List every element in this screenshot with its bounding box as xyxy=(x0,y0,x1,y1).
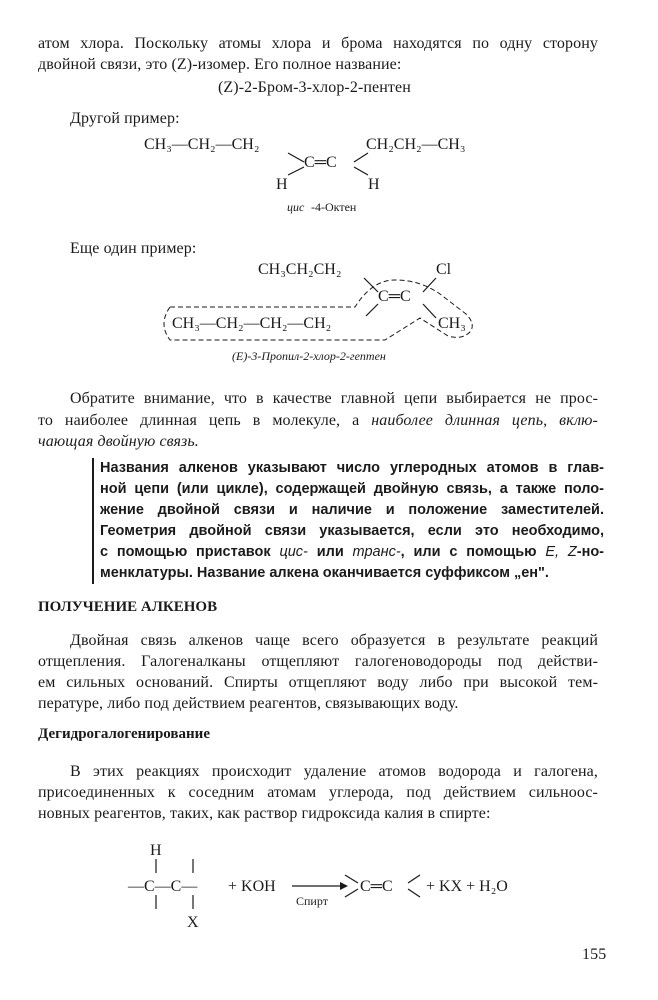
dehydrohalogenation-reaction xyxy=(0,835,658,935)
summary-ez: E, Z xyxy=(545,544,577,560)
bond-line xyxy=(345,875,358,883)
example3-intro: Еще один пример: xyxy=(70,240,197,257)
bond-line xyxy=(288,153,304,162)
arrow-head-icon xyxy=(340,882,348,890)
summary-box xyxy=(92,458,604,584)
section-line: ем сильных оснований. Спирты отщепляют воду либо при высокой тем- xyxy=(38,674,598,691)
octene-h-left: H xyxy=(276,176,288,193)
summary-text: с помощью приставок xyxy=(100,544,271,560)
heptene-main-chain: CH₃—CH₂—CH₂—CH₂ xyxy=(172,315,332,332)
bond-line xyxy=(354,167,368,175)
summary-line: Названия алкенов указывают число углеродных атомов в глав- xyxy=(100,460,604,476)
subsection-line: В этих реакциях происходит удаление атомов водорода и галогена, xyxy=(70,763,598,780)
propyl-chloroheptene-structure xyxy=(0,252,658,367)
summary-text: или xyxy=(316,544,344,560)
summary-line: менклатуры. Название алкена оканчивается суффиксом „ен". xyxy=(100,565,549,581)
subsection-line: присоединенных к соседним атомам углерода, под действием сильноос- xyxy=(38,784,598,801)
octene-h-right: H xyxy=(368,176,380,193)
heptene-ch3: CH₃ xyxy=(438,315,466,332)
bond-line xyxy=(345,889,358,897)
compound-name: (Z)-2-Бром-3-хлор-2-пентен xyxy=(218,79,411,96)
bond-line xyxy=(408,889,420,897)
para1-line1: атом хлора. Поскольку атомы хлора и брома находятся по одну сторону xyxy=(38,35,598,52)
reaction-byproducts: + KX + H₂O xyxy=(426,878,508,895)
reaction-h: H xyxy=(150,842,162,859)
section-heading: ПОЛУЧЕНИЕ АЛКЕНОВ xyxy=(38,599,218,615)
para1-line2: двойной связи, это (Z)-изомер. Его полное название: xyxy=(38,56,402,73)
page-number: 155 xyxy=(582,946,607,963)
section-line: отщепления. Галогеналканы отщепляют галогеноводороды под действи- xyxy=(38,653,598,670)
octene-caption-name: -4-Октен xyxy=(311,200,357,214)
summary-line: жение двойной связи и наличие и положение заместителей. xyxy=(100,502,604,518)
para2-line2-italic: наиболее длинная цепь, вклю- xyxy=(371,412,598,429)
octene-left-chain: CH₃—CH₂—CH₂ xyxy=(144,136,260,153)
heptene-caption: (E)-3-Пропил-2-хлор-2-гептен xyxy=(232,349,386,363)
heptene-double-bond: C═C xyxy=(378,288,411,305)
heptene-propyl: CH₃CH₂CH₂ xyxy=(258,261,342,278)
bond-line xyxy=(366,304,378,316)
summary-line: ной цепи (или цикле), содержащей двойную связь, а также поло- xyxy=(100,481,604,497)
summary-text: , или с помощью xyxy=(400,544,537,560)
summary-text: -но- xyxy=(576,544,605,560)
para2-line3: чающая двойную связь. xyxy=(38,433,199,450)
summary-line: Геометрия двойной связи указывается, если это необходимо, xyxy=(100,523,604,539)
para2-line2 xyxy=(38,410,598,431)
summary-line xyxy=(100,542,604,563)
bond-line xyxy=(354,153,368,162)
para2-line1: Обратите внимание, что в качестве главной цепи выбирается не прос- xyxy=(70,390,598,407)
summary-trans: транс- xyxy=(352,544,401,560)
octene-double-bond: C═C xyxy=(304,154,337,171)
reaction-arrow-label: Спирт xyxy=(296,894,328,908)
subsection-line: новных реагентов, таких, как раствор гидроксида калия в спирте: xyxy=(38,805,491,822)
summary-cis: цис- xyxy=(279,544,308,560)
para2-line2-normal: то наиболее длинная цепь в молекуле, а xyxy=(38,412,360,429)
bond-line xyxy=(423,304,436,318)
heptene-cl: Cl xyxy=(436,261,452,278)
reaction-x: X xyxy=(187,914,199,931)
reaction-reactant: —C—C— xyxy=(128,878,198,895)
bond-line xyxy=(408,875,420,883)
reaction-product: C═C xyxy=(360,878,393,895)
cis-octene-structure xyxy=(0,125,658,220)
section-line: пературе, либо под действием реагентов, связывающих воду. xyxy=(38,695,459,712)
example2-intro: Другой пример: xyxy=(70,110,180,127)
bond-line xyxy=(288,167,304,175)
reaction-koh: + KOH xyxy=(228,878,276,895)
subsection-heading: Дегидрогалогенирование xyxy=(38,726,210,742)
octene-caption-prefix: цис xyxy=(287,200,305,214)
section-line: Двойная связь алкенов чаще всего образуется в результате реакций xyxy=(70,632,598,649)
octene-right-chain: CH₂CH₂—CH₃ xyxy=(366,136,466,153)
bond-line xyxy=(364,278,378,292)
